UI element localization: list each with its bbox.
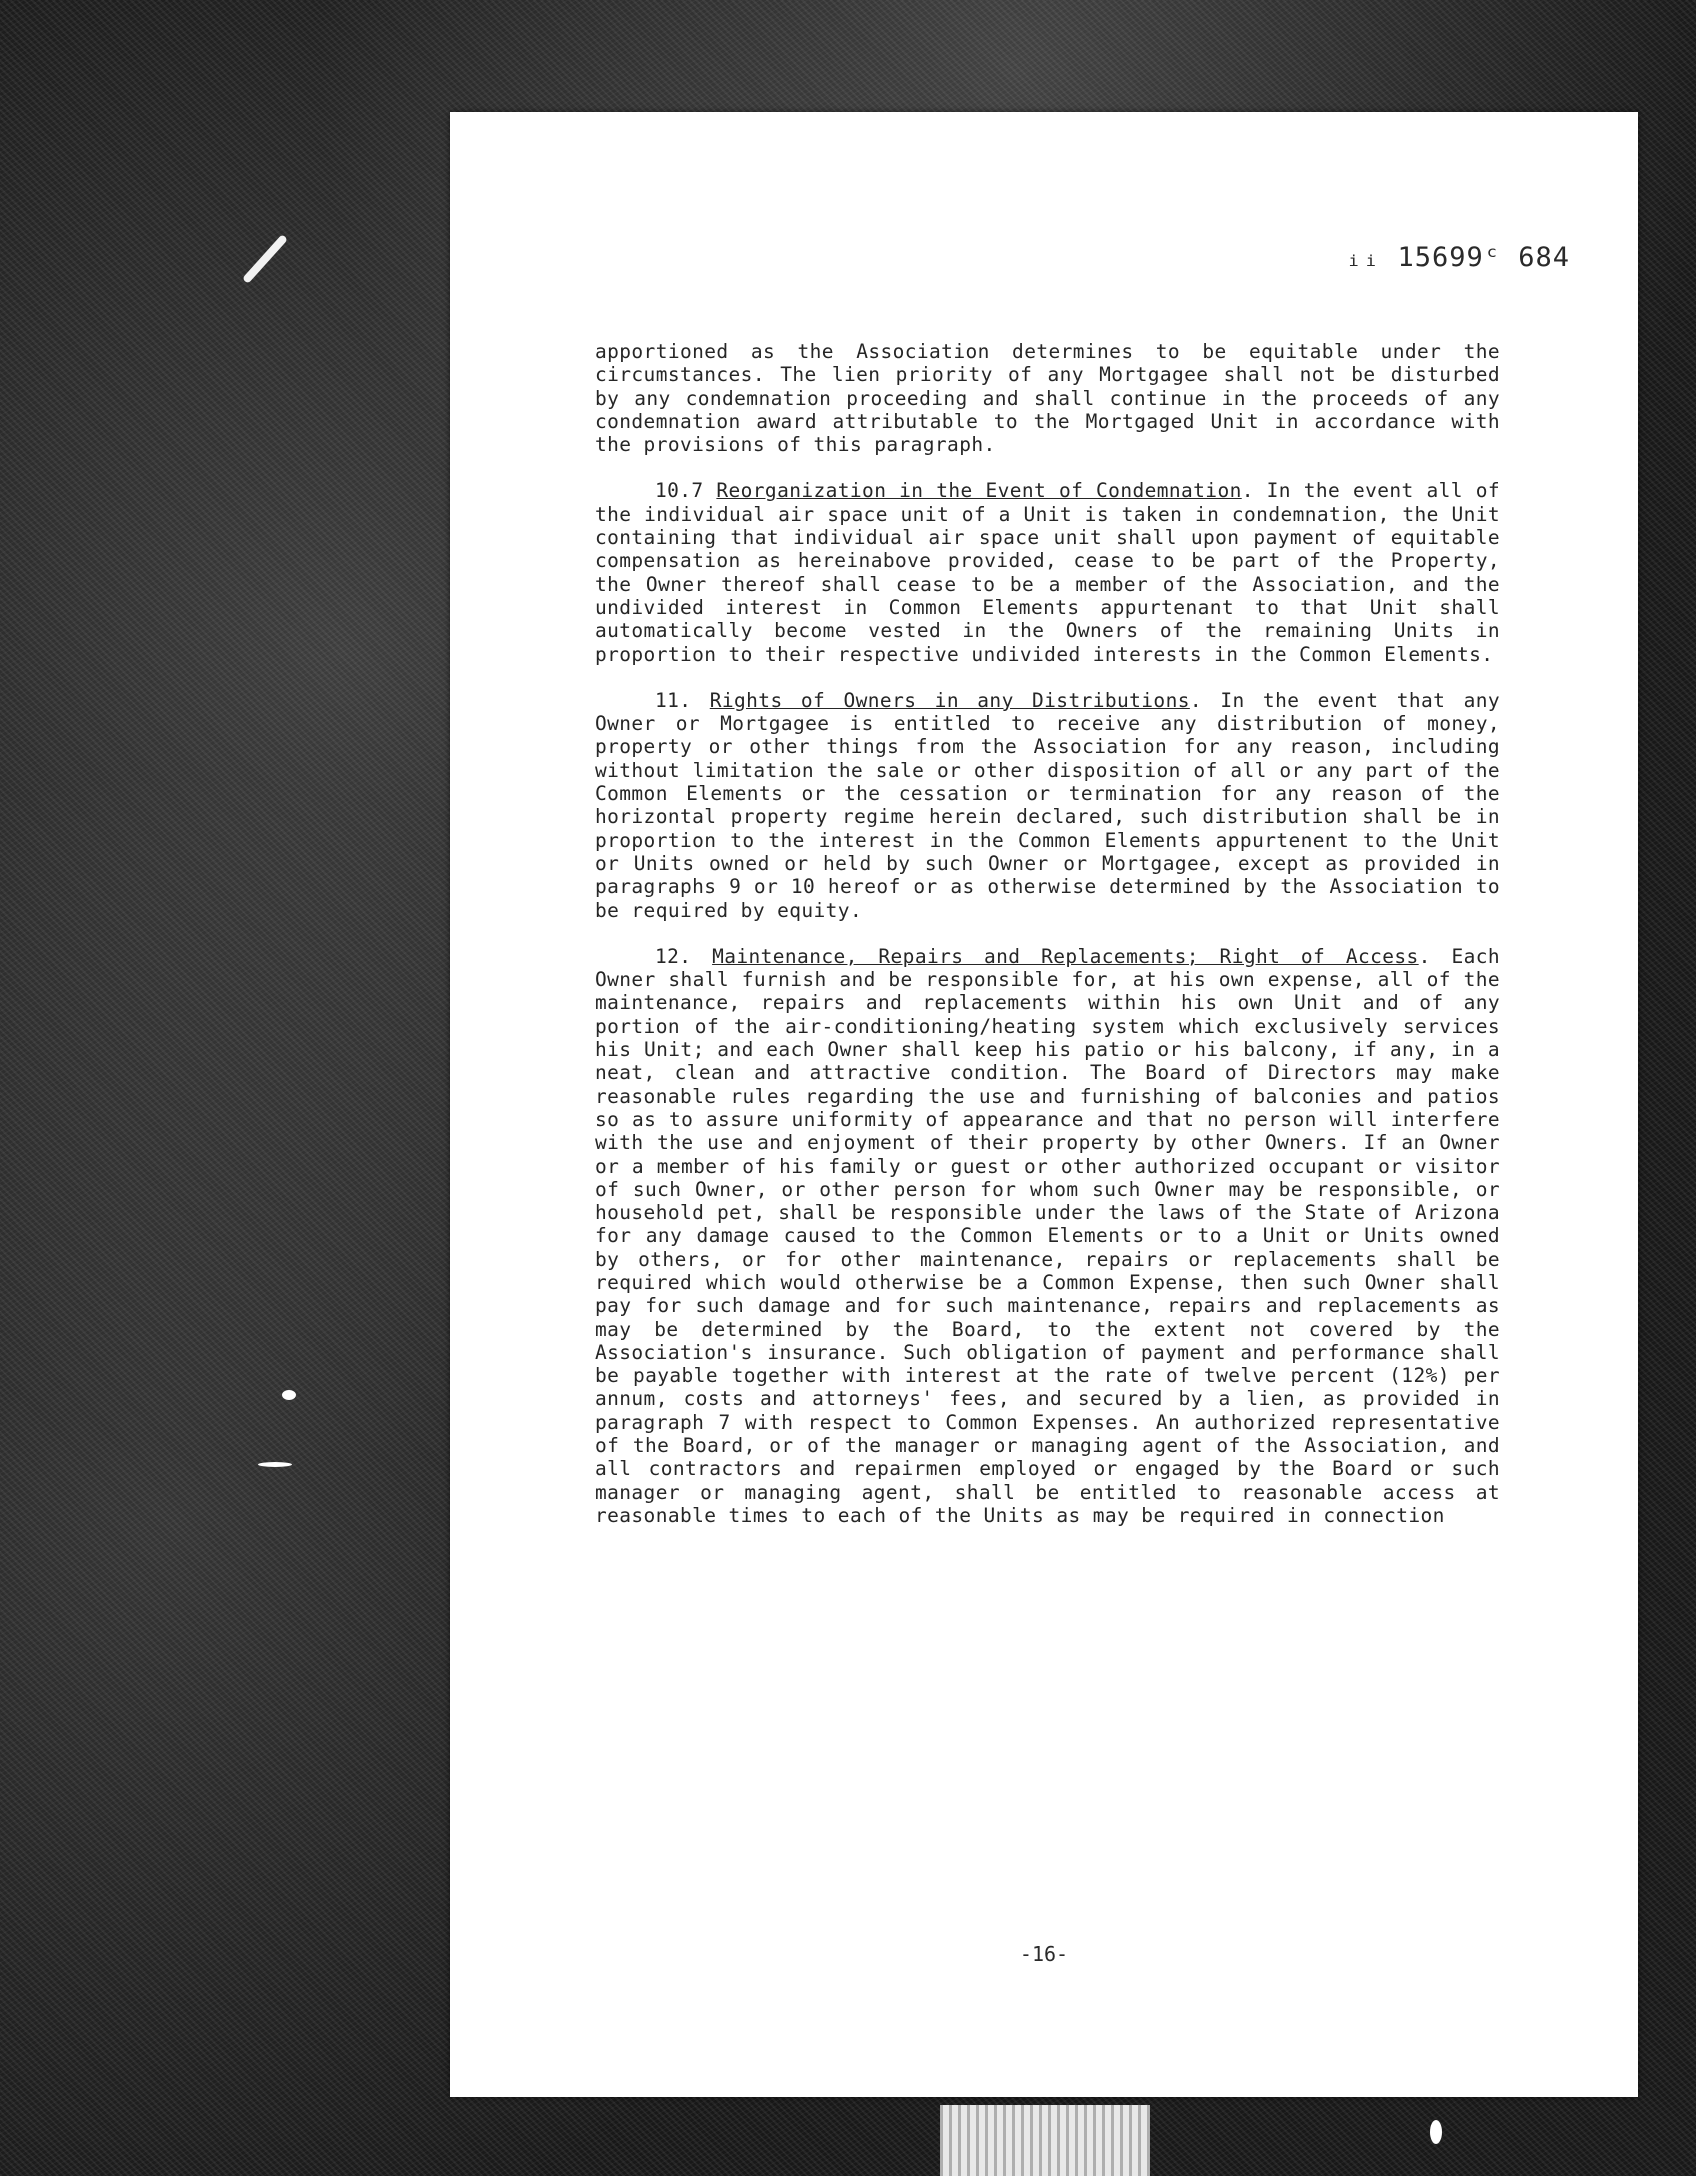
- paragraph-12: [595, 945, 1500, 1527]
- paragraph-continuation: [595, 340, 1500, 456]
- paragraph-10-7: [595, 479, 1500, 665]
- paragraph-text: . Each Owner shall furnish and be responsible for, at his own expense, all of the maintenance, repairs and replacements within his own Unit and of any portion of the air-conditioning/heating system which exclusively services his Unit; and each Owner shall keep his patio or his balcony, if any, in a neat, clean and attractive condition. The Board of Directors may make reasonable rules regarding the use and furnishing of balconies and patios so as to assure uniformity of appearance and that no person will interfere with the use and enjoyment of their property by other Owners. If an Owner or a member of his family or guest or other authorized occupant or visitor of such Owner, or other person for whom such Owner may be responsible, or household pet, shall be responsible under the laws of the State of Arizona for any damage caused to the Common Elements or to a Unit or Units owned by others, or for other maintenance, repairs or replacements shall be required which would otherwise be a Common Expense, then such Owner shall pay for such damage and for such maintenance, repairs and replacements as may be determined by the Board, to the extent not covered by the Association's insurance. Such obligation of payment and performance shall be payable together with interest at the rate of twelve percent (12%) per annum, costs and attorneys' fees, and secured by a lien, as provided in paragraph 7 with respect to Common Expenses. An authorized representative of the Board, or of the manager or managing agent of the Association, and all contractors and repairmen employed or engaged by the Board or such manager or managing agent, shall be entitled to reasonable access at reasonable times to each of the Units as may be required in connection: [595, 944, 1501, 1527]
- paragraph-text: . In the event all of the individual air space unit of a Unit is taken in condemnation, the Unit containing that individual air space unit shall upon payment of equitable compensation as hereinabove provided, cease to be part of the Property, the Owner thereof shall cease to be a member of the Association, and the undivided interest in Common Elements appurtenant to that Unit shall automatically become vested in the Owners of the remaining Units in proportion to their respective undivided interests in the Common Elements.: [595, 479, 1500, 666]
- scan-artifact-strip: [940, 2105, 1150, 2176]
- scan-artifact-mark: [242, 234, 288, 284]
- page-number: -16-: [1019, 1942, 1069, 1966]
- section-number: 11.: [655, 688, 692, 712]
- scan-artifact-speck: [282, 1390, 296, 1400]
- section-heading: Reorganization in the Event of Condemnation: [716, 479, 1242, 503]
- paragraph-text: apportioned as the Association determines to be equitable under the circumstances. The lien priority of any Mortgagee shall not be disturbed by any condemnation proceeding and shall continue in the proceeds of any condemnation award attributable to the Mortgaged Unit in accordance with the provisions of this paragraph.: [595, 340, 1500, 457]
- section-number: 10.7: [655, 479, 704, 503]
- section-number: 12.: [655, 944, 692, 968]
- document-body: [595, 340, 1500, 1550]
- paragraph-11: [595, 689, 1500, 922]
- scan-artifact-speck: [258, 1462, 292, 1467]
- scan-artifact-speck: [1430, 2120, 1442, 2144]
- document-page: [450, 112, 1638, 2097]
- section-heading: Maintenance, Repairs and Replacements; Right of Access: [712, 944, 1419, 968]
- section-heading: Rights of Owners in any Distributions: [709, 688, 1190, 712]
- document-recording-number: ᵢᵢ 15699ᶜ 684: [1345, 242, 1570, 273]
- paragraph-text: . In the event that any Owner or Mortgagee is entitled to receive any distribution of money, property or other things from the Association for any reason, including without limitation the sale or other disposition of all or any part of the Common Elements or the cessation or termination for any reason of the horizontal property regime herein declared, such distribution shall be in proportion to the interest in the Common Elements appurtenent to the Unit or Units owned or held by such Owner or Mortgagee, except as provided in paragraphs 9 or 10 hereof or as otherwise determined by the Association to be required by equity.: [595, 688, 1500, 922]
